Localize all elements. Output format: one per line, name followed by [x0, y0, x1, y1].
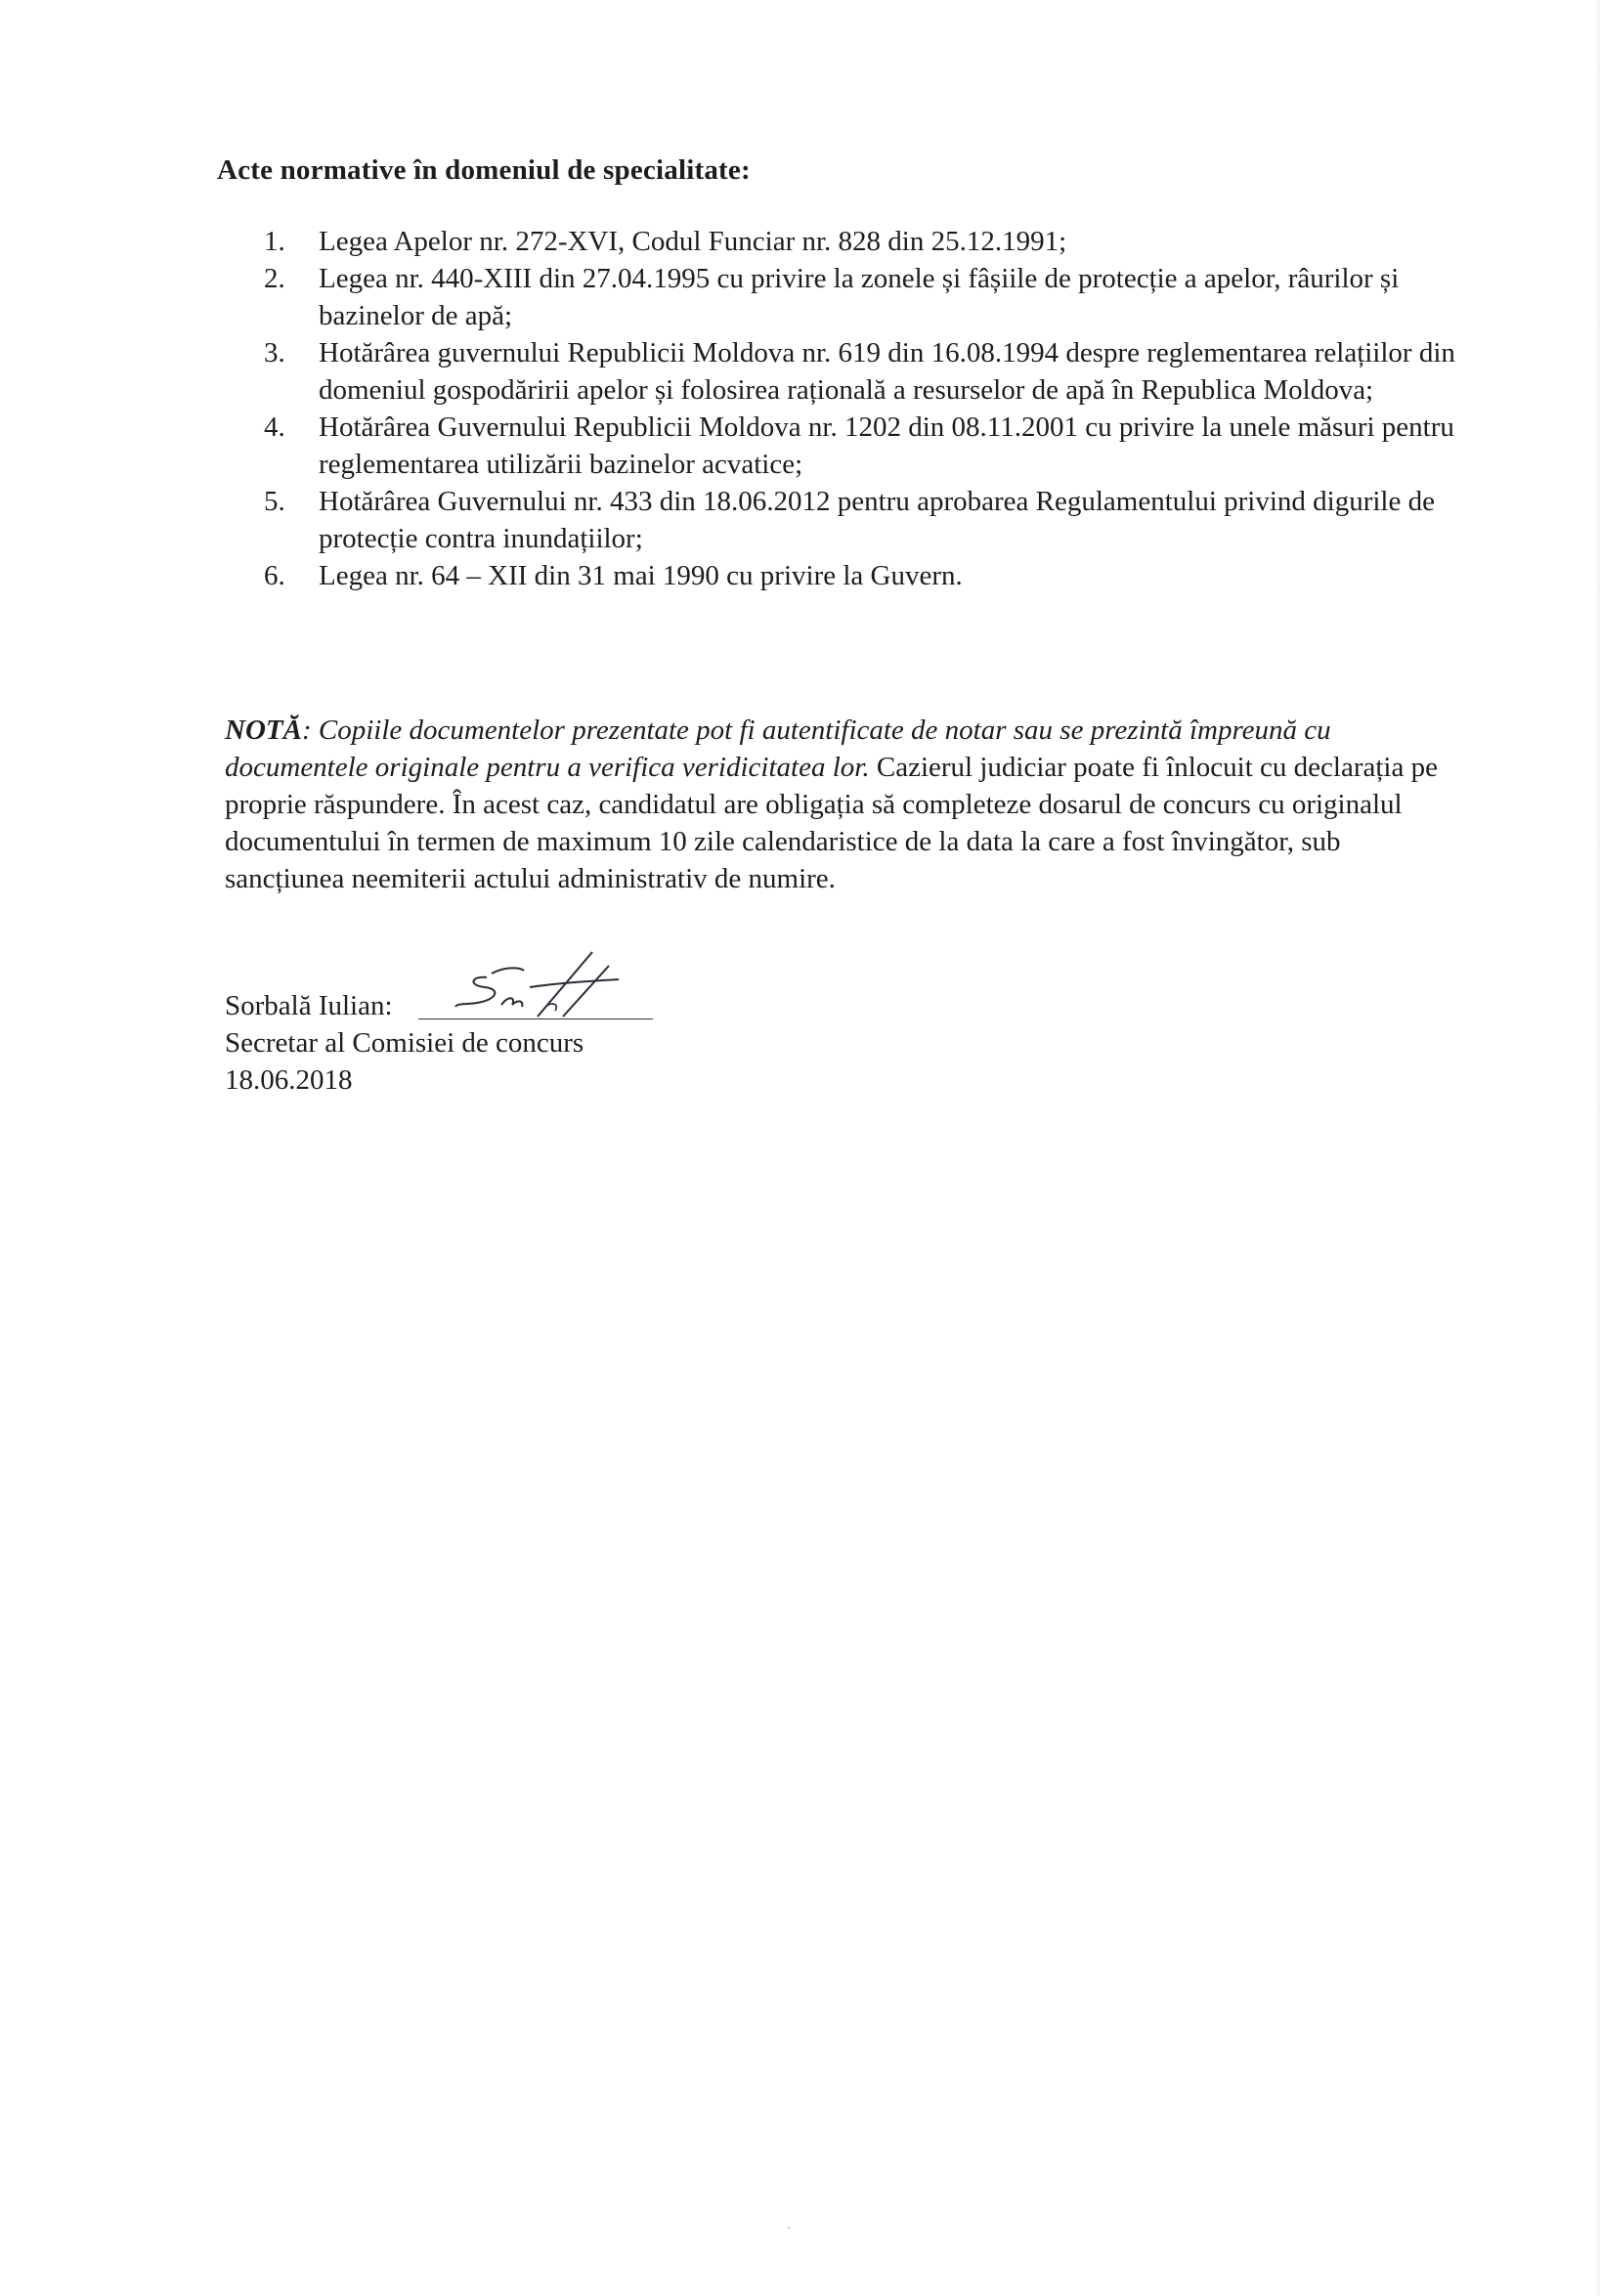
list-item-number: 4.: [264, 412, 285, 443]
note-label: NOTĂ: [225, 715, 302, 746]
signer-role: Secretar al Comisiei de concurs: [225, 1027, 584, 1059]
scan-edge-shadow: [1594, 0, 1600, 2296]
list-item: [254, 483, 1456, 557]
list-item: [254, 409, 1456, 483]
signature-row: [225, 987, 584, 1024]
list-item-number: 5.: [264, 486, 285, 517]
list-item-number: 2.: [264, 263, 285, 294]
signature-block: [225, 987, 584, 1099]
list-item: [254, 223, 1456, 260]
list-item-text: Hotărârea guvernului Republicii Moldova nr. 619 din 16.08.1994 despre reglementarea relațiilor din domeniul gospodăririi apelor și folosirea rațională a resurselor de apă în Republica Moldova;: [319, 337, 1455, 406]
list-item-number: 6.: [264, 560, 285, 591]
list-item: [254, 260, 1456, 334]
normative-acts-list: [254, 223, 1456, 594]
signature-date: 18.06.2018: [225, 1064, 353, 1096]
list-item: [254, 334, 1456, 409]
note-text: Cazierul judiciar poate fi înlocuit cu declarația pe proprie răspundere. În acest caz, candidatul are obligația să completeze dosarul de concurs cu originalul documentului în termen de maximum 10 zile calendaristice de la data la care a fost învingător, sub sancțiunea neemiterii actului administrativ de numire.: [225, 752, 1438, 894]
list-item-number: 1.: [264, 226, 285, 257]
list-item: [254, 557, 1456, 594]
signer-name-label: Sorbală Iulian:: [225, 990, 393, 1021]
note-paragraph: [225, 712, 1466, 897]
list-item-text: Legea Apelor nr. 272-XVI, Codul Funciar nr. 828 din 25.12.1991;: [319, 226, 1067, 257]
list-item-text: Legea nr. 440-XIII din 27.04.1995 cu privire la zonele și fâșiile de protecție a apelor, râurilor și bazinelor de apă;: [319, 263, 1400, 331]
handwritten-signature: [448, 946, 702, 1034]
list-item-text: Hotărârea Guvernului nr. 433 din 18.06.2012 pentru aprobarea Regulamentului privind digurile de protecție contra inundațiilor;: [319, 486, 1435, 554]
scan-speck: [788, 2227, 790, 2229]
list-item-text: Legea nr. 64 – XII din 31 mai 1990 cu privire la Guvern.: [319, 560, 963, 591]
section-heading: Acte normative în domeniul de specialitate:: [217, 154, 751, 186]
list-item-text: Hotărârea Guvernului Republicii Moldova nr. 1202 din 08.11.2001 cu privire la unele măsuri pentru reglementarea utilizării bazinelor acvatice;: [319, 412, 1454, 480]
list-item-number: 3.: [264, 337, 285, 368]
note-italic-text: : Copiile documentelor prezentate pot fi autentificate de notar sau se prezintă împreună cu documentele originale pentru a verifica veridicitatea lor.: [225, 715, 1331, 783]
